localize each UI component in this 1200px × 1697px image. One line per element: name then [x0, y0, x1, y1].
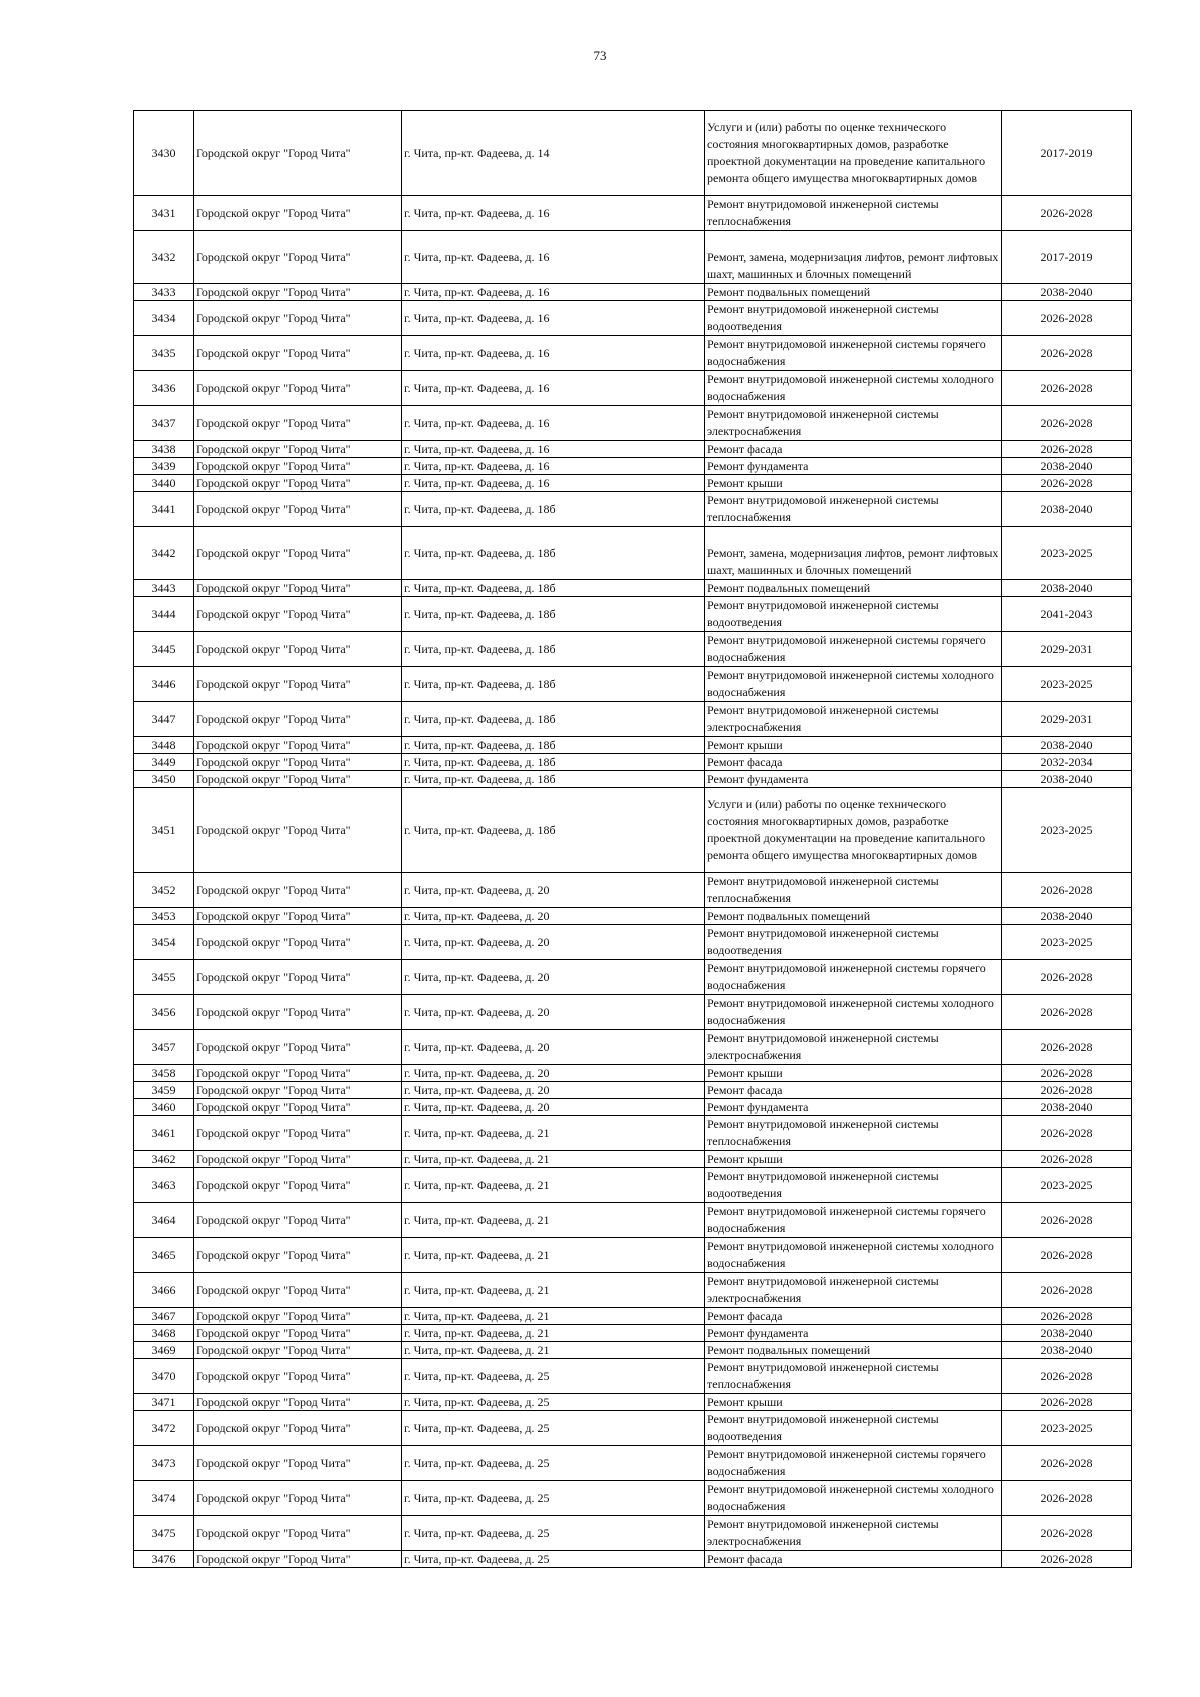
address-cell: г. Чита, пр-кт. Фадеева, д. 21: [402, 1168, 705, 1203]
table-row: [134, 1168, 1132, 1203]
period-cell: 2017-2019: [1002, 231, 1132, 284]
municipality-cell: Городской округ "Город Чита": [194, 1325, 402, 1342]
table-row: [134, 1551, 1132, 1568]
row-number-cell: 3461: [134, 1116, 194, 1151]
municipality-cell: Городской округ "Город Чита": [194, 336, 402, 371]
address-cell: г. Чита, пр-кт. Фадеева, д. 16: [402, 231, 705, 284]
table-row: [134, 667, 1132, 702]
row-number-cell: 3472: [134, 1411, 194, 1446]
work-type-cell: Ремонт внутридомовой инженерной системы электроснабжения: [705, 1030, 1002, 1065]
work-type-cell: Ремонт фасада: [705, 1551, 1002, 1568]
work-type-cell: Ремонт подвальных помещений: [705, 908, 1002, 925]
row-number-cell: 3458: [134, 1065, 194, 1082]
municipality-cell: Городской округ "Город Чита": [194, 1168, 402, 1203]
work-type-cell: Ремонт крыши: [705, 1065, 1002, 1082]
period-cell: 2026-2028: [1002, 1481, 1132, 1516]
period-cell: 2038-2040: [1002, 908, 1132, 925]
municipality-cell: Городской округ "Город Чита": [194, 231, 402, 284]
table-row: [134, 754, 1132, 771]
municipality-cell: Городской округ "Город Чита": [194, 1446, 402, 1481]
row-number-cell: 3459: [134, 1082, 194, 1099]
address-cell: г. Чита, пр-кт. Фадеева, д. 20: [402, 908, 705, 925]
address-cell: г. Чита, пр-кт. Фадеева, д. 25: [402, 1516, 705, 1551]
row-number-cell: 3435: [134, 336, 194, 371]
work-type-cell: Ремонт фасада: [705, 754, 1002, 771]
table-row: [134, 737, 1132, 754]
repair-schedule-table: [133, 110, 1132, 1568]
work-type-cell: Ремонт внутридомовой инженерной системы электроснабжения: [705, 406, 1002, 441]
address-cell: г. Чита, пр-кт. Фадеева, д. 25: [402, 1446, 705, 1481]
table-row: [134, 1099, 1132, 1116]
address-cell: г. Чита, пр-кт. Фадеева, д. 16: [402, 284, 705, 301]
table-row: [134, 371, 1132, 406]
period-cell: 2017-2019: [1002, 111, 1132, 196]
municipality-cell: Городской округ "Город Чита": [194, 1394, 402, 1411]
table-row: [134, 1065, 1132, 1082]
period-cell: 2038-2040: [1002, 1099, 1132, 1116]
address-cell: г. Чита, пр-кт. Фадеева, д. 25: [402, 1394, 705, 1411]
row-number-cell: 3451: [134, 788, 194, 873]
work-type-cell: Ремонт внутридомовой инженерной системы холодного водоснабжения: [705, 1481, 1002, 1516]
municipality-cell: Городской округ "Город Чита": [194, 1308, 402, 1325]
work-type-cell: Ремонт подвальных помещений: [705, 284, 1002, 301]
row-number-cell: 3450: [134, 771, 194, 788]
period-cell: 2029-2031: [1002, 632, 1132, 667]
row-number-cell: 3447: [134, 702, 194, 737]
work-type-cell: Ремонт внутридомовой инженерной системы теплоснабжения: [705, 492, 1002, 527]
municipality-cell: Городской округ "Город Чита": [194, 1151, 402, 1168]
period-cell: 2026-2028: [1002, 873, 1132, 908]
row-number-cell: 3464: [134, 1203, 194, 1238]
row-number-cell: 3449: [134, 754, 194, 771]
municipality-cell: Городской округ "Город Чита": [194, 788, 402, 873]
period-cell: 2026-2028: [1002, 1446, 1132, 1481]
row-number-cell: 3433: [134, 284, 194, 301]
address-cell: г. Чита, пр-кт. Фадеева, д. 18б: [402, 527, 705, 580]
municipality-cell: Городской округ "Город Чита": [194, 632, 402, 667]
period-cell: 2026-2028: [1002, 1359, 1132, 1394]
address-cell: г. Чита, пр-кт. Фадеева, д. 14: [402, 111, 705, 196]
period-cell: 2038-2040: [1002, 737, 1132, 754]
row-number-cell: 3431: [134, 196, 194, 231]
period-cell: 2026-2028: [1002, 1065, 1132, 1082]
table-row: [134, 301, 1132, 336]
municipality-cell: Городской округ "Город Чита": [194, 441, 402, 458]
address-cell: г. Чита, пр-кт. Фадеева, д. 16: [402, 458, 705, 475]
table-row: [134, 1030, 1132, 1065]
table-row: [134, 406, 1132, 441]
period-cell: 2026-2028: [1002, 1273, 1132, 1308]
period-cell: 2026-2028: [1002, 1203, 1132, 1238]
work-type-cell: Ремонт внутридомовой инженерной системы электроснабжения: [705, 702, 1002, 737]
municipality-cell: Городской округ "Город Чита": [194, 873, 402, 908]
period-cell: 2023-2025: [1002, 788, 1132, 873]
row-number-cell: 3441: [134, 492, 194, 527]
table-row: [134, 908, 1132, 925]
row-number-cell: 3457: [134, 1030, 194, 1065]
table-row: [134, 702, 1132, 737]
row-number-cell: 3444: [134, 597, 194, 632]
work-type-cell: Ремонт фундамента: [705, 1325, 1002, 1342]
table-row: [134, 597, 1132, 632]
table-row: [134, 1116, 1132, 1151]
municipality-cell: Городской округ "Город Чита": [194, 995, 402, 1030]
address-cell: г. Чита, пр-кт. Фадеева, д. 16: [402, 371, 705, 406]
address-cell: г. Чита, пр-кт. Фадеева, д. 21: [402, 1342, 705, 1359]
row-number-cell: 3468: [134, 1325, 194, 1342]
table-body: [134, 111, 1132, 1568]
municipality-cell: Городской округ "Город Чита": [194, 925, 402, 960]
address-cell: г. Чита, пр-кт. Фадеева, д. 18б: [402, 737, 705, 754]
address-cell: г. Чита, пр-кт. Фадеева, д. 20: [402, 1082, 705, 1099]
period-cell: 2038-2040: [1002, 458, 1132, 475]
period-cell: 2023-2025: [1002, 1168, 1132, 1203]
row-number-cell: 3438: [134, 441, 194, 458]
row-number-cell: 3463: [134, 1168, 194, 1203]
period-cell: 2023-2025: [1002, 667, 1132, 702]
municipality-cell: Городской округ "Город Чита": [194, 1551, 402, 1568]
row-number-cell: 3469: [134, 1342, 194, 1359]
address-cell: г. Чита, пр-кт. Фадеева, д. 25: [402, 1481, 705, 1516]
row-number-cell: 3454: [134, 925, 194, 960]
municipality-cell: Городской округ "Город Чита": [194, 771, 402, 788]
work-type-cell: Ремонт подвальных помещений: [705, 1342, 1002, 1359]
row-number-cell: 3432: [134, 231, 194, 284]
table-row: [134, 196, 1132, 231]
address-cell: г. Чита, пр-кт. Фадеева, д. 18б: [402, 771, 705, 788]
municipality-cell: Городской округ "Город Чита": [194, 301, 402, 336]
address-cell: г. Чита, пр-кт. Фадеева, д. 18б: [402, 580, 705, 597]
work-type-cell: Ремонт крыши: [705, 737, 1002, 754]
address-cell: г. Чита, пр-кт. Фадеева, д. 21: [402, 1203, 705, 1238]
address-cell: г. Чита, пр-кт. Фадеева, д. 20: [402, 1030, 705, 1065]
row-number-cell: 3445: [134, 632, 194, 667]
period-cell: 2029-2031: [1002, 702, 1132, 737]
work-type-cell: Ремонт внутридомовой инженерной системы горячего водоснабжения: [705, 960, 1002, 995]
work-type-cell: Ремонт внутридомовой инженерной системы электроснабжения: [705, 1273, 1002, 1308]
municipality-cell: Городской округ "Город Чита": [194, 754, 402, 771]
municipality-cell: Городской округ "Город Чита": [194, 667, 402, 702]
table-row: [134, 1394, 1132, 1411]
table-row: [134, 1082, 1132, 1099]
address-cell: г. Чита, пр-кт. Фадеева, д. 16: [402, 406, 705, 441]
work-type-cell: Ремонт фасада: [705, 1308, 1002, 1325]
period-cell: 2026-2028: [1002, 1151, 1132, 1168]
period-cell: 2041-2043: [1002, 597, 1132, 632]
municipality-cell: Городской округ "Город Чита": [194, 1342, 402, 1359]
address-cell: г. Чита, пр-кт. Фадеева, д. 21: [402, 1325, 705, 1342]
address-cell: г. Чита, пр-кт. Фадеева, д. 16: [402, 336, 705, 371]
period-cell: 2026-2028: [1002, 475, 1132, 492]
table-row: [134, 1446, 1132, 1481]
work-type-cell: Ремонт внутридомовой инженерной системы горячего водоснабжения: [705, 1203, 1002, 1238]
address-cell: г. Чита, пр-кт. Фадеева, д. 16: [402, 301, 705, 336]
work-type-cell: Ремонт внутридомовой инженерной системы водоотведения: [705, 301, 1002, 336]
row-number-cell: 3462: [134, 1151, 194, 1168]
row-number-cell: 3430: [134, 111, 194, 196]
work-type-cell: Ремонт, замена, модернизация лифтов, ремонт лифтовых шахт, машинных и блочных помещений: [705, 527, 1002, 580]
work-type-cell: Ремонт внутридомовой инженерной системы водоотведения: [705, 597, 1002, 632]
municipality-cell: Городской округ "Город Чита": [194, 580, 402, 597]
municipality-cell: Городской округ "Город Чита": [194, 1359, 402, 1394]
municipality-cell: Городской округ "Город Чита": [194, 1082, 402, 1099]
work-type-cell: Ремонт внутридомовой инженерной системы электроснабжения: [705, 1516, 1002, 1551]
table-row: [134, 995, 1132, 1030]
period-cell: 2026-2028: [1002, 1308, 1132, 1325]
municipality-cell: Городской округ "Город Чита": [194, 1411, 402, 1446]
row-number-cell: 3456: [134, 995, 194, 1030]
period-cell: 2026-2028: [1002, 995, 1132, 1030]
work-type-cell: Ремонт фундамента: [705, 1099, 1002, 1116]
municipality-cell: Городской округ "Город Чита": [194, 111, 402, 196]
municipality-cell: Городской округ "Город Чита": [194, 1273, 402, 1308]
row-number-cell: 3439: [134, 458, 194, 475]
table-row: [134, 441, 1132, 458]
address-cell: г. Чита, пр-кт. Фадеева, д. 21: [402, 1308, 705, 1325]
municipality-cell: Городской округ "Город Чита": [194, 960, 402, 995]
municipality-cell: Городской округ "Город Чита": [194, 527, 402, 580]
address-cell: г. Чита, пр-кт. Фадеева, д. 18б: [402, 667, 705, 702]
period-cell: 2023-2025: [1002, 527, 1132, 580]
period-cell: 2038-2040: [1002, 1325, 1132, 1342]
period-cell: 2023-2025: [1002, 925, 1132, 960]
table-row: [134, 632, 1132, 667]
row-number-cell: 3443: [134, 580, 194, 597]
municipality-cell: Городской округ "Город Чита": [194, 284, 402, 301]
row-number-cell: 3474: [134, 1481, 194, 1516]
row-number-cell: 3442: [134, 527, 194, 580]
municipality-cell: Городской округ "Город Чита": [194, 492, 402, 527]
period-cell: 2038-2040: [1002, 284, 1132, 301]
work-type-cell: Ремонт внутридомовой инженерной системы теплоснабжения: [705, 873, 1002, 908]
municipality-cell: Городской округ "Город Чита": [194, 1203, 402, 1238]
row-number-cell: 3466: [134, 1273, 194, 1308]
row-number-cell: 3475: [134, 1516, 194, 1551]
address-cell: г. Чита, пр-кт. Фадеева, д. 25: [402, 1359, 705, 1394]
address-cell: г. Чита, пр-кт. Фадеева, д. 20: [402, 925, 705, 960]
table-row: [134, 1516, 1132, 1551]
period-cell: 2026-2028: [1002, 1516, 1132, 1551]
table-row: [134, 111, 1132, 196]
period-cell: 2026-2028: [1002, 441, 1132, 458]
address-cell: г. Чита, пр-кт. Фадеева, д. 25: [402, 1551, 705, 1568]
period-cell: 2032-2034: [1002, 754, 1132, 771]
period-cell: 2026-2028: [1002, 196, 1132, 231]
work-type-cell: Ремонт крыши: [705, 1394, 1002, 1411]
municipality-cell: Городской округ "Город Чита": [194, 1481, 402, 1516]
row-number-cell: 3473: [134, 1446, 194, 1481]
row-number-cell: 3437: [134, 406, 194, 441]
work-type-cell: Ремонт крыши: [705, 1151, 1002, 1168]
table-row: [134, 458, 1132, 475]
row-number-cell: 3453: [134, 908, 194, 925]
work-type-cell: Ремонт внутридомовой инженерной системы теплоснабжения: [705, 196, 1002, 231]
municipality-cell: Городской округ "Город Чита": [194, 406, 402, 441]
municipality-cell: Городской округ "Город Чита": [194, 908, 402, 925]
municipality-cell: Городской округ "Город Чита": [194, 1065, 402, 1082]
address-cell: г. Чита, пр-кт. Фадеева, д. 20: [402, 873, 705, 908]
table-row: [134, 527, 1132, 580]
address-cell: г. Чита, пр-кт. Фадеева, д. 18б: [402, 632, 705, 667]
address-cell: г. Чита, пр-кт. Фадеева, д. 16: [402, 475, 705, 492]
row-number-cell: 3465: [134, 1238, 194, 1273]
municipality-cell: Городской округ "Город Чита": [194, 1030, 402, 1065]
address-cell: г. Чита, пр-кт. Фадеева, д. 18б: [402, 754, 705, 771]
municipality-cell: Городской округ "Город Чита": [194, 475, 402, 492]
municipality-cell: Городской округ "Город Чита": [194, 702, 402, 737]
period-cell: 2026-2028: [1002, 1082, 1132, 1099]
table-row: [134, 788, 1132, 873]
municipality-cell: Городской округ "Город Чита": [194, 1116, 402, 1151]
municipality-cell: Городской округ "Город Чита": [194, 196, 402, 231]
period-cell: 2026-2028: [1002, 1394, 1132, 1411]
page-number: 73: [593, 48, 607, 63]
address-cell: г. Чита, пр-кт. Фадеева, д. 21: [402, 1116, 705, 1151]
row-number-cell: 3448: [134, 737, 194, 754]
table-row: [134, 771, 1132, 788]
work-type-cell: Ремонт внутридомовой инженерной системы горячего водоснабжения: [705, 336, 1002, 371]
municipality-cell: Городской округ "Город Чита": [194, 597, 402, 632]
address-cell: г. Чита, пр-кт. Фадеева, д. 21: [402, 1273, 705, 1308]
table-row: [134, 1342, 1132, 1359]
row-number-cell: 3434: [134, 301, 194, 336]
address-cell: г. Чита, пр-кт. Фадеева, д. 20: [402, 960, 705, 995]
table-row: [134, 1308, 1132, 1325]
address-cell: г. Чита, пр-кт. Фадеева, д. 20: [402, 995, 705, 1030]
address-cell: г. Чита, пр-кт. Фадеева, д. 18б: [402, 702, 705, 737]
row-number-cell: 3471: [134, 1394, 194, 1411]
work-type-cell: Ремонт фундамента: [705, 771, 1002, 788]
table-row: [134, 1203, 1132, 1238]
row-number-cell: 3446: [134, 667, 194, 702]
table-row: [134, 1481, 1132, 1516]
work-type-cell: Ремонт фасада: [705, 441, 1002, 458]
work-type-cell: Ремонт фундамента: [705, 458, 1002, 475]
address-cell: г. Чита, пр-кт. Фадеева, д. 21: [402, 1151, 705, 1168]
period-cell: 2026-2028: [1002, 406, 1132, 441]
municipality-cell: Городской округ "Город Чита": [194, 1238, 402, 1273]
period-cell: 2026-2028: [1002, 301, 1132, 336]
table-row: [134, 231, 1132, 284]
period-cell: 2026-2028: [1002, 336, 1132, 371]
work-type-cell: Ремонт внутридомовой инженерной системы водоотведения: [705, 1411, 1002, 1446]
address-cell: г. Чита, пр-кт. Фадеева, д. 20: [402, 1065, 705, 1082]
period-cell: 2023-2025: [1002, 1411, 1132, 1446]
work-type-cell: Ремонт крыши: [705, 475, 1002, 492]
work-type-cell: Ремонт, замена, модернизация лифтов, ремонт лифтовых шахт, машинных и блочных помещений: [705, 231, 1002, 284]
row-number-cell: 3467: [134, 1308, 194, 1325]
table-row: [134, 336, 1132, 371]
municipality-cell: Городской округ "Город Чита": [194, 1099, 402, 1116]
work-type-cell: Ремонт внутридомовой инженерной системы холодного водоснабжения: [705, 371, 1002, 406]
work-type-cell: Услуги и (или) работы по оценке технического состояния многоквартирных домов, разработке проектной документации на проведение капитального ремонта общего имущества многоквартирных домов: [705, 111, 1002, 196]
period-cell: 2038-2040: [1002, 580, 1132, 597]
row-number-cell: 3455: [134, 960, 194, 995]
row-number-cell: 3470: [134, 1359, 194, 1394]
work-type-cell: Ремонт внутридомовой инженерной системы горячего водоснабжения: [705, 1446, 1002, 1481]
table-row: [134, 1151, 1132, 1168]
period-cell: 2026-2028: [1002, 960, 1132, 995]
period-cell: 2038-2040: [1002, 492, 1132, 527]
table-row: [134, 284, 1132, 301]
work-type-cell: Ремонт внутридомовой инженерной системы холодного водоснабжения: [705, 995, 1002, 1030]
table-row: [134, 1273, 1132, 1308]
table-row: [134, 1238, 1132, 1273]
period-cell: 2026-2028: [1002, 1030, 1132, 1065]
row-number-cell: 3476: [134, 1551, 194, 1568]
work-type-cell: Ремонт внутридомовой инженерной системы горячего водоснабжения: [705, 632, 1002, 667]
table-row: [134, 1411, 1132, 1446]
work-type-cell: Ремонт внутридомовой инженерной системы теплоснабжения: [705, 1116, 1002, 1151]
row-number-cell: 3440: [134, 475, 194, 492]
work-type-cell: Ремонт внутридомовой инженерной системы холодного водоснабжения: [705, 1238, 1002, 1273]
work-type-cell: Ремонт подвальных помещений: [705, 580, 1002, 597]
work-type-cell: Ремонт внутридомовой инженерной системы теплоснабжения: [705, 1359, 1002, 1394]
table-row: [134, 580, 1132, 597]
municipality-cell: Городской округ "Город Чита": [194, 737, 402, 754]
period-cell: 2026-2028: [1002, 1116, 1132, 1151]
period-cell: 2038-2040: [1002, 771, 1132, 788]
period-cell: 2038-2040: [1002, 1342, 1132, 1359]
work-type-cell: Ремонт внутридомовой инженерной системы водоотведения: [705, 1168, 1002, 1203]
row-number-cell: 3436: [134, 371, 194, 406]
table-row: [134, 1359, 1132, 1394]
address-cell: г. Чита, пр-кт. Фадеева, д. 25: [402, 1411, 705, 1446]
municipality-cell: Городской округ "Город Чита": [194, 371, 402, 406]
work-type-cell: Ремонт внутридомовой инженерной системы водоотведения: [705, 925, 1002, 960]
row-number-cell: 3460: [134, 1099, 194, 1116]
work-type-cell: Ремонт фасада: [705, 1082, 1002, 1099]
municipality-cell: Городской округ "Город Чита": [194, 458, 402, 475]
table-row: [134, 925, 1132, 960]
table-row: [134, 475, 1132, 492]
address-cell: г. Чита, пр-кт. Фадеева, д. 18б: [402, 492, 705, 527]
table-row: [134, 492, 1132, 527]
municipality-cell: Городской округ "Город Чита": [194, 1516, 402, 1551]
address-cell: г. Чита, пр-кт. Фадеева, д. 16: [402, 196, 705, 231]
period-cell: 2026-2028: [1002, 371, 1132, 406]
row-number-cell: 3452: [134, 873, 194, 908]
period-cell: 2026-2028: [1002, 1238, 1132, 1273]
period-cell: 2026-2028: [1002, 1551, 1132, 1568]
address-cell: г. Чита, пр-кт. Фадеева, д. 20: [402, 1099, 705, 1116]
table-row: [134, 873, 1132, 908]
work-type-cell: Ремонт внутридомовой инженерной системы холодного водоснабжения: [705, 667, 1002, 702]
address-cell: г. Чита, пр-кт. Фадеева, д. 16: [402, 441, 705, 458]
table-row: [134, 960, 1132, 995]
address-cell: г. Чита, пр-кт. Фадеева, д. 18б: [402, 788, 705, 873]
work-type-cell: Услуги и (или) работы по оценке технического состояния многоквартирных домов, разработке проектной документации на проведение капитального ремонта общего имущества многоквартирных домов: [705, 788, 1002, 873]
address-cell: г. Чита, пр-кт. Фадеева, д. 21: [402, 1238, 705, 1273]
address-cell: г. Чита, пр-кт. Фадеева, д. 18б: [402, 597, 705, 632]
table-row: [134, 1325, 1132, 1342]
